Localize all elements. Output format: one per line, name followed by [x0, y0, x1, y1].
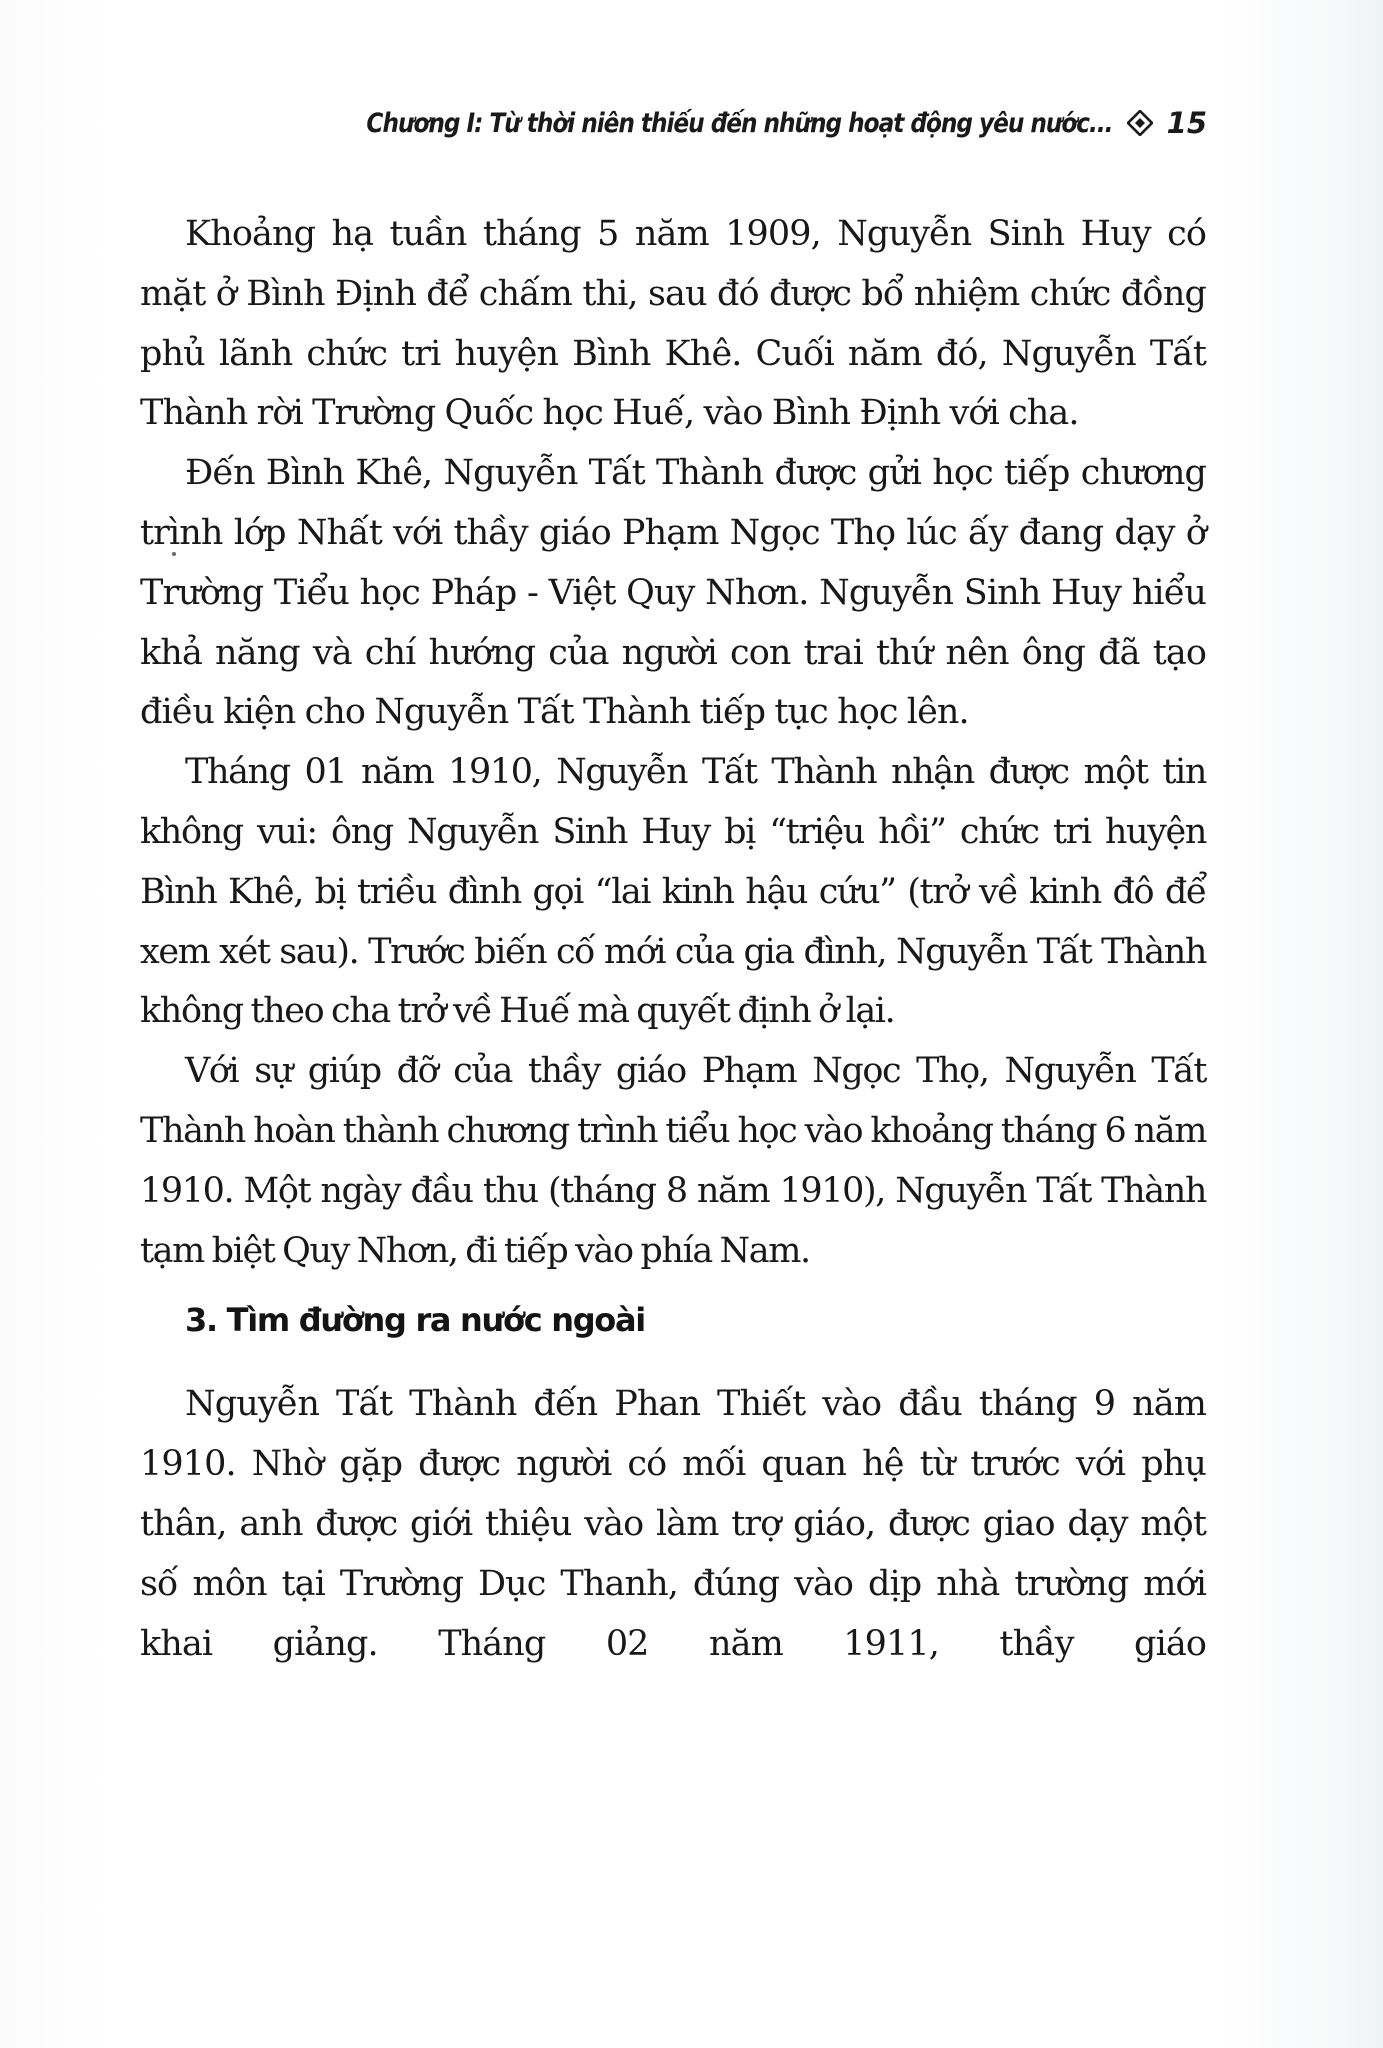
- paragraph: Đến Bình Khê, Nguyễn Tất Thành được gửi học tiếp chương trình lớp Nhất với thầy giáo Phạm Ngọc Thọ lúc ấy đang dạy ở Trường Tiểu học Pháp - Việt Quy Nhơn. Nguyễn Sinh Huy hiểu khả năng và chí hướng của người con trai thứ nên ông đã tạo điều kiện cho Nguyễn Tất Thành tiếp tục học lên.: [140, 453, 1206, 733]
- chapter-title: Chương I: Từ thời niên thiếu đến những hoạt động yêu nước...: [366, 107, 1113, 139]
- diamond-dot-icon: [1127, 110, 1153, 136]
- paragraph: Khoảng hạ tuần tháng 5 năm 1909, Nguyễn Sinh Huy có mặt ở Bình Định để chấm thi, sau đó được bổ nhiệm chức đồng phủ lãnh chức tri huyện Bình Khê. Cuối năm đó, Nguyễn Tất Thành rời Trường Quốc học Huế, vào Bình Định với cha.: [140, 214, 1206, 434]
- paragraph: Với sự giúp đỡ của thầy giáo Phạm Ngọc Thọ, Nguyễn Tất Thành hoàn thành chương trình tiểu học vào khoảng tháng 6 năm 1910. Một ngày đầu thu (tháng 8 năm 1910), Nguyễn Tất Thành tạm biệt Quy Nhơn, đi tiếp vào phía Nam.: [140, 1051, 1206, 1271]
- page-number: 15: [1166, 106, 1207, 140]
- paragraph: Tháng 01 năm 1910, Nguyễn Tất Thành nhận được một tin không vui: ông Nguyễn Sinh Huy bị “triệu hồi” chức tri huyện Bình Khê, bị triều đình gọi “lai kinh hậu cứu” (trở về kinh đô để xem xét sau). Trước biến cố mới của gia đình, Nguyễn Tất Thành không theo cha trở về Huế mà quyết định ở lại.: [140, 752, 1206, 1032]
- running-header: [245, 98, 1207, 148]
- paragraph: Nguyễn Tất Thành đến Phan Thiết vào đầu tháng 9 năm 1910. Nhờ gặp được người có mối quan hệ từ trước với phụ thân, anh được giới thiệu vào làm trợ giáo, được giao dạy một số môn tại Trường Dục Thanh, đúng vào dịp nhà trường mới khai giảng. Tháng 02 năm 1911, thầy giáo: [140, 1384, 1206, 1664]
- section-heading: 3. Tìm đường ra nước ngoài: [185, 1301, 645, 1340]
- body-text: [140, 205, 1206, 1674]
